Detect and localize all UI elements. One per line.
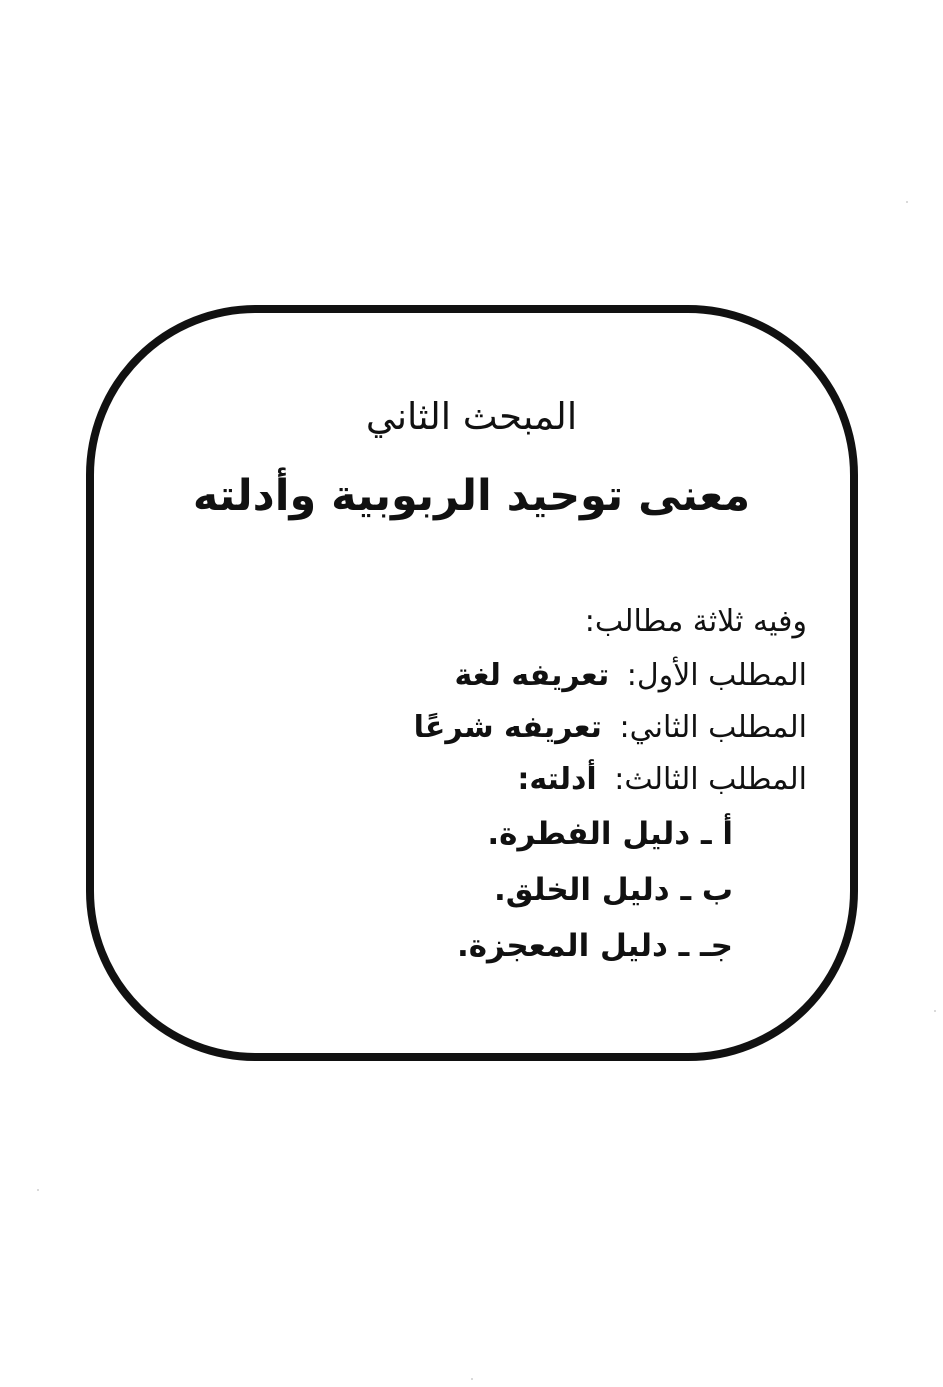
requirement-separator: : [626,658,637,693]
proof-item-1: أ ـ دليل الفطرة. [487,816,733,852]
section-title: معنى توحيد الربوبية وأدلته [192,471,751,521]
requirement-2 [414,708,807,748]
scan-speck [37,1189,39,1191]
requirement-value: تعريفه شرعًا [413,710,602,745]
scan-speck [471,1378,473,1380]
requirement-value: تعريفه لغة [454,658,610,693]
scan-speck [934,1010,936,1012]
section-label: المبحث الثاني [365,395,578,438]
requirement-3 [517,760,807,800]
requirement-separator: : [614,762,625,797]
requirement-1 [455,656,808,696]
scan-speck [906,201,908,203]
proof-item-2: ب ـ دليل الخلق. [494,872,733,908]
requirement-label: المطلب الأول [636,658,807,693]
intro-line: وفيه ثلاثة مطالب: [584,604,807,639]
requirement-label: المطلب الثالث [624,762,807,797]
requirement-separator: : [619,710,630,745]
proof-item-3: جـ ـ دليل المعجزة. [456,928,733,964]
requirement-value: أدلته: [517,762,597,797]
requirement-label: المطلب الثاني [629,710,807,745]
